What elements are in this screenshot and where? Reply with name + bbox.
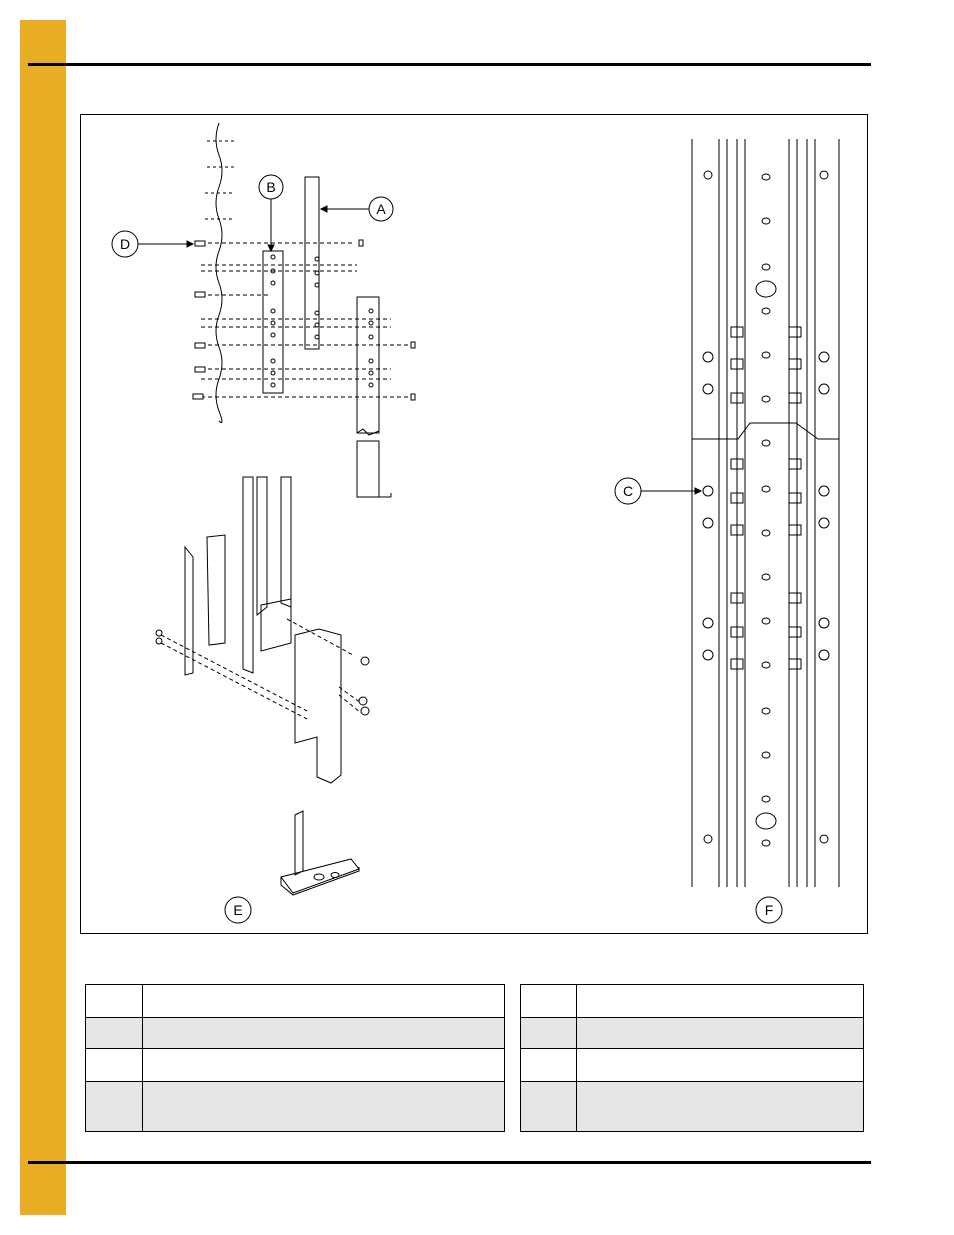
callout-f <box>756 897 782 923</box>
table-cell-ref <box>521 1082 577 1132</box>
column-upper <box>357 297 379 433</box>
table-row <box>86 1049 505 1082</box>
footer-rule <box>28 1161 871 1164</box>
table-header-row <box>86 985 505 1018</box>
table-cell-description <box>143 1049 505 1082</box>
table-cell-ref <box>86 985 143 1018</box>
svg-text:A: A <box>376 201 386 217</box>
callout-a <box>321 197 393 221</box>
table-cell-ref <box>521 985 577 1018</box>
table-header-row <box>521 985 864 1018</box>
isometric-assembly <box>185 477 359 895</box>
nuts-right <box>359 240 415 400</box>
table-cell-description <box>577 1018 864 1049</box>
svg-text:B: B <box>266 179 276 195</box>
parts-table-left <box>85 984 505 1132</box>
assembly-drawing <box>81 115 869 935</box>
svg-text:D: D <box>119 236 131 252</box>
table-cell-ref <box>86 1018 143 1049</box>
svg-text:E: E <box>233 902 243 918</box>
table-cell-description <box>143 1018 505 1049</box>
assembly-figure <box>80 114 868 934</box>
elevation-rails <box>692 139 839 887</box>
callout-d <box>112 231 193 257</box>
table-row <box>86 1082 505 1132</box>
column-lower <box>357 441 379 497</box>
table-cell-description <box>143 1082 505 1132</box>
wall-edge <box>216 123 222 423</box>
table-cell-ref <box>521 1049 577 1082</box>
table-cell-ref <box>86 1082 143 1132</box>
table-cell-description <box>577 985 864 1018</box>
callout-b <box>259 175 283 251</box>
elevation-center-holes <box>756 174 776 846</box>
svg-text:C: C <box>622 483 634 499</box>
isometric-fasteners <box>156 630 369 715</box>
table-cell-description <box>577 1049 864 1082</box>
table-row <box>86 1018 505 1049</box>
page-side-tab <box>20 20 66 1215</box>
part-b-plate <box>263 251 283 393</box>
elevation-outer-bolts <box>703 171 829 843</box>
parts-table-right <box>520 984 864 1132</box>
table-row <box>521 1018 864 1049</box>
callout-c <box>615 478 701 504</box>
table-cell-description <box>143 985 505 1018</box>
header-rule <box>28 63 871 66</box>
table-row <box>521 1082 864 1132</box>
part-b-holes <box>271 255 275 387</box>
table-row <box>521 1049 864 1082</box>
callout-e <box>225 897 251 923</box>
table-cell-description <box>577 1082 864 1132</box>
svg-text:F: F <box>764 902 774 918</box>
table-cell-ref <box>86 1049 143 1082</box>
column-holes <box>369 309 373 387</box>
table-cell-ref <box>521 1018 577 1049</box>
